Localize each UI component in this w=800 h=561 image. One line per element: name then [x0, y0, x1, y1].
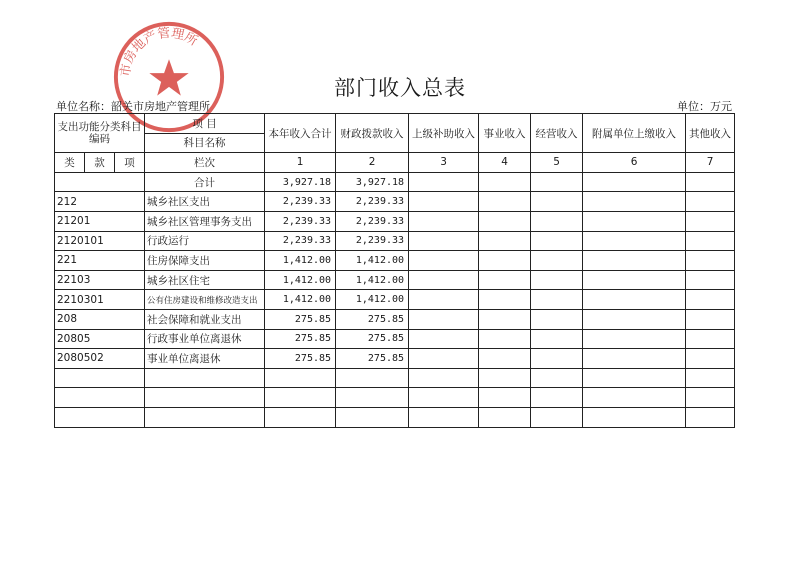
- amount-cell: 275.85: [336, 329, 409, 349]
- unit-measure: 单位：万元: [677, 100, 732, 113]
- amount-cell: 1,412.00: [265, 270, 336, 290]
- amount-cell: [336, 388, 409, 408]
- table-row: [55, 231, 735, 251]
- header-row-1: [55, 114, 735, 134]
- amount-cell: 2,239.33: [336, 211, 409, 231]
- amount-cell: [409, 329, 479, 349]
- amount-cell: [686, 270, 735, 290]
- subject-name: 城乡社区管理事务支出: [145, 211, 265, 231]
- subject-code: 22103: [55, 270, 145, 290]
- amount-cell: [409, 309, 479, 329]
- amount-cell: 2,239.33: [336, 192, 409, 212]
- amount-cell: [409, 231, 479, 251]
- amount-cell: [686, 192, 735, 212]
- amount-cell: [686, 290, 735, 310]
- col-number-3: 3: [409, 153, 479, 173]
- amount-cell: [583, 251, 686, 271]
- subject-name: [145, 388, 265, 408]
- table-row: [55, 270, 735, 290]
- table-row: [55, 407, 735, 427]
- unit-name: 单位名称：韶关市房地产管理所: [56, 100, 210, 113]
- subject-name: 行政运行: [145, 231, 265, 251]
- total-value: [531, 172, 583, 192]
- header-col-4: 事业收入: [479, 114, 531, 153]
- amount-cell: 1,412.00: [265, 251, 336, 271]
- subject-name: 公有住房建设和维修改造支出: [145, 290, 265, 310]
- amount-cell: [531, 329, 583, 349]
- table-row: [55, 251, 735, 271]
- amount-cell: [686, 309, 735, 329]
- total-value: [686, 172, 735, 192]
- header-subject-name: 科目名称: [145, 133, 265, 153]
- table-row: [55, 192, 735, 212]
- amount-cell: 2,239.33: [265, 211, 336, 231]
- amount-cell: 1,412.00: [336, 270, 409, 290]
- header-kuan: 款: [85, 153, 115, 173]
- amount-cell: [583, 290, 686, 310]
- amount-cell: [583, 407, 686, 427]
- amount-cell: [479, 231, 531, 251]
- amount-cell: [583, 192, 686, 212]
- amount-cell: [409, 407, 479, 427]
- amount-cell: 275.85: [265, 349, 336, 369]
- amount-cell: [531, 309, 583, 329]
- amount-cell: [583, 309, 686, 329]
- total-value: [583, 172, 686, 192]
- amount-cell: [531, 407, 583, 427]
- amount-cell: 275.85: [336, 349, 409, 369]
- amount-cell: [531, 211, 583, 231]
- amount-cell: 275.85: [265, 329, 336, 349]
- amount-cell: 1,412.00: [336, 251, 409, 271]
- col-number-6: 6: [583, 153, 686, 173]
- subject-name: [145, 407, 265, 427]
- subject-code: 20805: [55, 329, 145, 349]
- amount-cell: 1,412.00: [336, 290, 409, 310]
- table-row: [55, 290, 735, 310]
- amount-cell: 2,239.33: [265, 192, 336, 212]
- report-title: 部门收入总表: [334, 76, 466, 100]
- subject-code: [55, 388, 145, 408]
- header-row-lanci: [55, 153, 735, 173]
- total-value: [409, 172, 479, 192]
- amount-cell: [531, 231, 583, 251]
- header-col-2: 财政拨款收入: [336, 114, 409, 153]
- amount-cell: 1,412.00: [265, 290, 336, 310]
- amount-cell: [583, 329, 686, 349]
- amount-cell: [686, 349, 735, 369]
- header-col-1: 本年收入合计: [265, 114, 336, 153]
- amount-cell: [686, 211, 735, 231]
- header-lei: 类: [55, 153, 85, 173]
- header-col-6: 附属单位上缴收入: [583, 114, 686, 153]
- header-col-5: 经营收入: [531, 114, 583, 153]
- amount-cell: [531, 251, 583, 271]
- header-lanci: 栏次: [145, 153, 265, 173]
- subject-name: 城乡社区住宅: [145, 270, 265, 290]
- subject-code: 2120101: [55, 231, 145, 251]
- total-code-cell: [55, 172, 145, 192]
- amount-cell: [479, 309, 531, 329]
- amount-cell: [583, 388, 686, 408]
- subject-name: 行政事业单位离退休: [145, 329, 265, 349]
- amount-cell: [336, 407, 409, 427]
- subject-code: [55, 407, 145, 427]
- col-number-2: 2: [336, 153, 409, 173]
- amount-cell: [409, 388, 479, 408]
- amount-cell: [479, 211, 531, 231]
- table-row: [55, 368, 735, 388]
- subject-code: 221: [55, 251, 145, 271]
- col-number-4: 4: [479, 153, 531, 173]
- amount-cell: [265, 407, 336, 427]
- subject-code: 208: [55, 309, 145, 329]
- amount-cell: 2,239.33: [336, 231, 409, 251]
- amount-cell: [409, 349, 479, 369]
- amount-cell: [583, 368, 686, 388]
- amount-cell: [686, 368, 735, 388]
- amount-cell: [531, 290, 583, 310]
- amount-cell: [409, 192, 479, 212]
- amount-cell: 2,239.33: [265, 231, 336, 251]
- amount-cell: [479, 270, 531, 290]
- subject-name: 社会保障和就业支出: [145, 309, 265, 329]
- amount-cell: [531, 270, 583, 290]
- subject-name: 事业单位离退休: [145, 349, 265, 369]
- col-number-7: 7: [686, 153, 735, 173]
- subject-name: 住房保障支出: [145, 251, 265, 271]
- header-func-code: 支出功能分类科目编码: [55, 114, 145, 153]
- amount-cell: [583, 270, 686, 290]
- amount-cell: [531, 192, 583, 212]
- col-number-5: 5: [531, 153, 583, 173]
- header-col-7: 其他收入: [686, 114, 735, 153]
- table-row: [55, 349, 735, 369]
- amount-cell: [409, 251, 479, 271]
- amount-cell: [409, 290, 479, 310]
- table-body: [55, 192, 735, 427]
- subject-name: 城乡社区支出: [145, 192, 265, 212]
- amount-cell: [686, 329, 735, 349]
- amount-cell: [479, 368, 531, 388]
- amount-cell: [583, 211, 686, 231]
- amount-cell: [531, 368, 583, 388]
- header-item: 项 目: [145, 114, 265, 134]
- amount-cell: [686, 231, 735, 251]
- amount-cell: [583, 349, 686, 369]
- amount-cell: [479, 349, 531, 369]
- amount-cell: [531, 388, 583, 408]
- amount-cell: 275.85: [336, 309, 409, 329]
- table-row: [55, 211, 735, 231]
- amount-cell: [479, 388, 531, 408]
- subject-code: 2080502: [55, 349, 145, 369]
- subject-name: [145, 368, 265, 388]
- total-value: [479, 172, 531, 192]
- amount-cell: [686, 251, 735, 271]
- amount-cell: [686, 407, 735, 427]
- amount-cell: [686, 388, 735, 408]
- amount-cell: [265, 388, 336, 408]
- header-col-3: 上级补助收入: [409, 114, 479, 153]
- amount-cell: [265, 368, 336, 388]
- amount-cell: [479, 290, 531, 310]
- amount-cell: [409, 270, 479, 290]
- header-xiang: 项: [115, 153, 145, 173]
- subject-code: 21201: [55, 211, 145, 231]
- subject-code: [55, 368, 145, 388]
- amount-cell: [479, 407, 531, 427]
- amount-cell: [479, 329, 531, 349]
- subject-code: 2210301: [55, 290, 145, 310]
- svg-text:市房地产管理所: 市房地产管理所: [118, 25, 200, 78]
- amount-cell: [583, 231, 686, 251]
- amount-cell: [409, 211, 479, 231]
- total-value: 3,927.18: [336, 172, 409, 192]
- total-value: 3,927.18: [265, 172, 336, 192]
- table-row: [55, 388, 735, 408]
- total-row: [55, 172, 735, 192]
- col-number-1: 1: [265, 153, 336, 173]
- amount-cell: [336, 368, 409, 388]
- amount-cell: [479, 192, 531, 212]
- table-row: [55, 329, 735, 349]
- subject-code: 212: [55, 192, 145, 212]
- income-summary-table: [54, 113, 735, 428]
- table-row: [55, 309, 735, 329]
- amount-cell: [531, 349, 583, 369]
- amount-cell: [479, 251, 531, 271]
- total-label: 合计: [145, 172, 265, 192]
- amount-cell: [409, 368, 479, 388]
- amount-cell: 275.85: [265, 309, 336, 329]
